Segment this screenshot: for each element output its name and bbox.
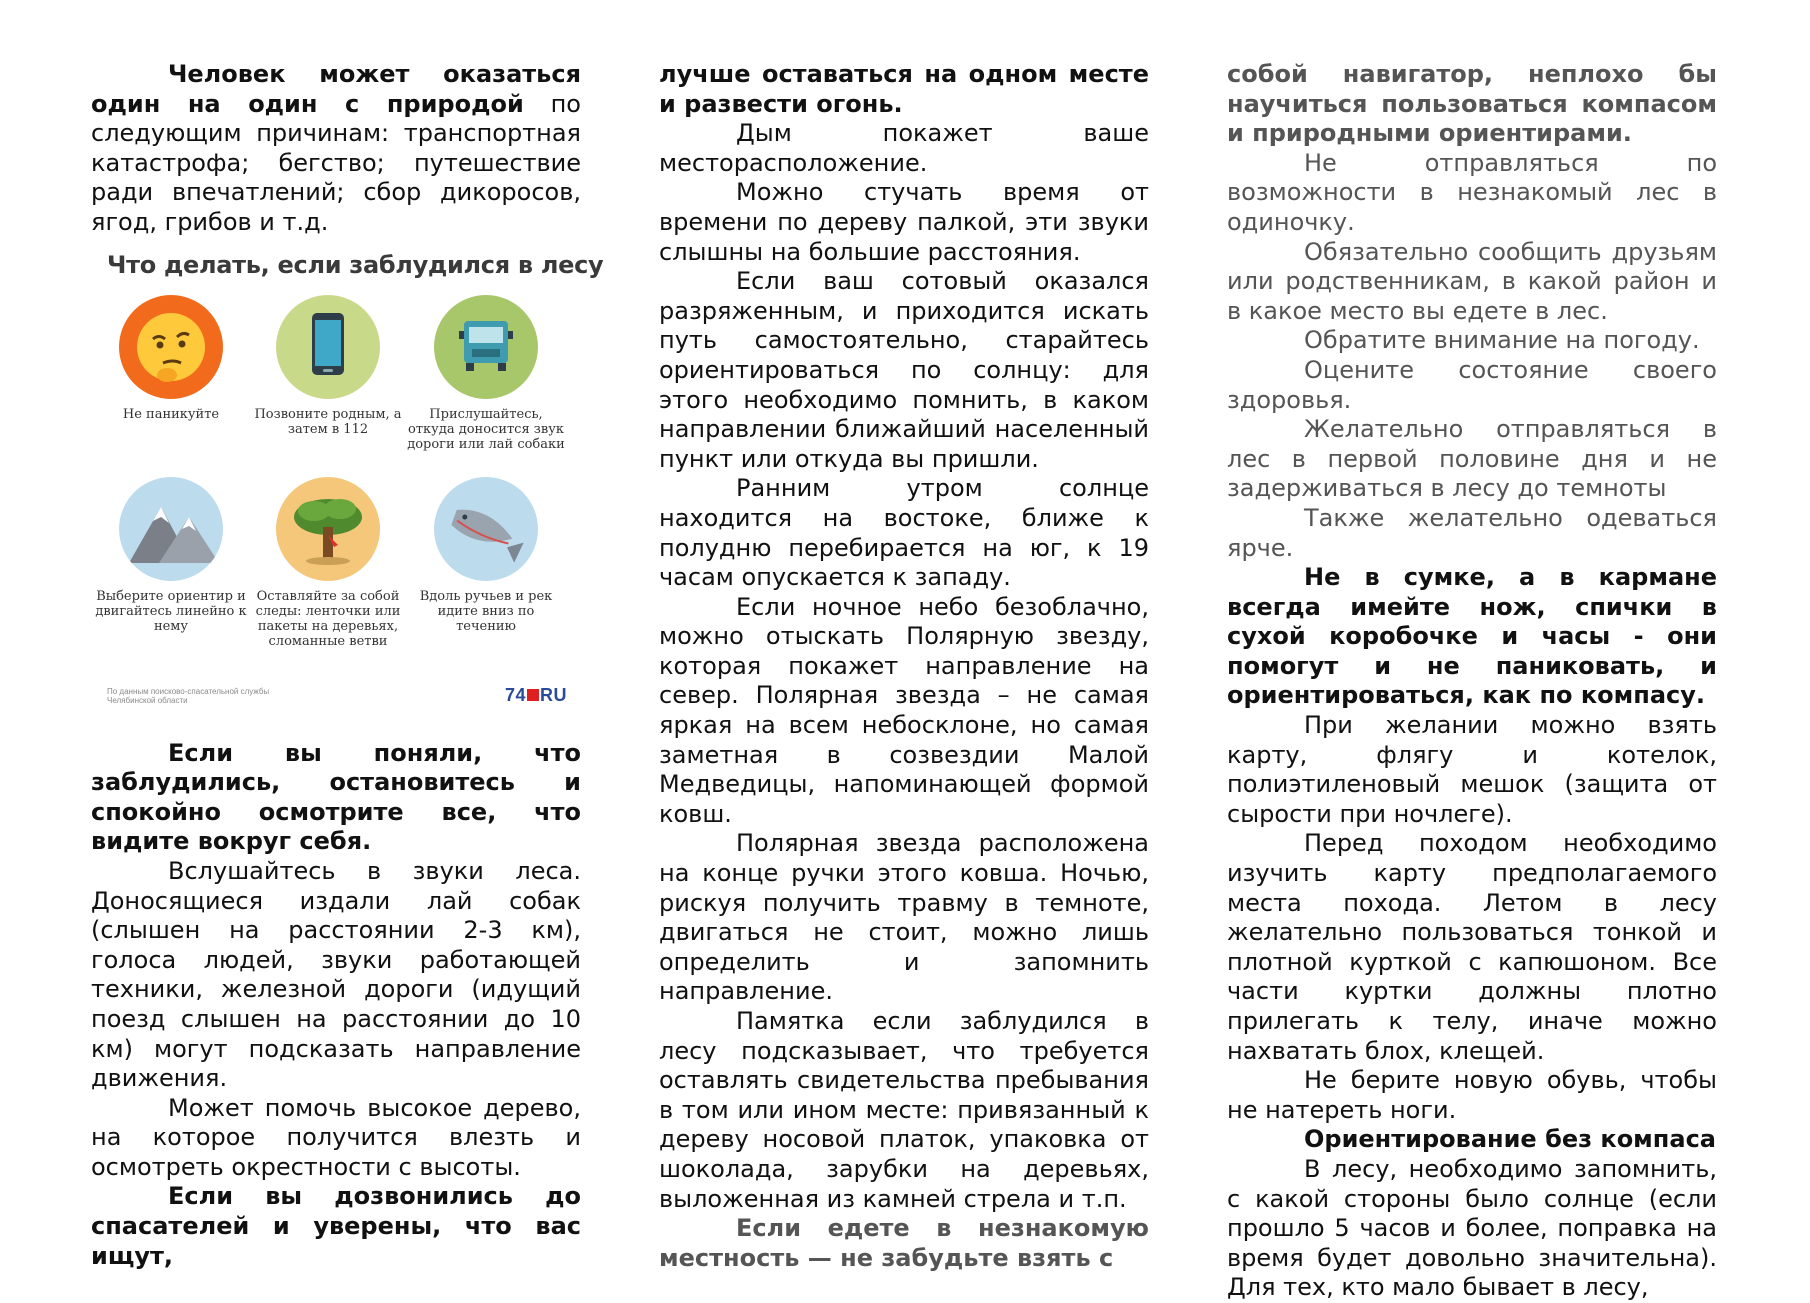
truck-icon bbox=[434, 295, 538, 399]
paragraph: Памятка если заблудился в лесу подсказывает, что требуется оставлять свидетельства пребывания в том или ином месте: привязанный к дереву носовой платок, упаковка от шоколада, зарубки на деревьях, выложенная из камней стрела и т.п. bbox=[659, 1007, 1149, 1213]
paragraph: Ранним утром солнце находится на востоке, ближе к полудню перебирается на юг, к 19 часам опускается к западу. bbox=[659, 474, 1149, 592]
smartphone-icon bbox=[276, 295, 380, 399]
paragraph: Также желательно одеваться ярче. bbox=[1227, 503, 1717, 562]
infographic-title: Что делать, если заблудился в лесу bbox=[107, 250, 604, 279]
paragraph: Перед походом необходимо изучить карту предполагаемого места похода. Летом в лесу желательно пользоваться тонкой и плотной курткой с капюшоном. Все части куртки должны плотно прилегать к телу, иначе можно нахватать блох, клещей. bbox=[1227, 829, 1717, 1065]
infographic-item-river: Вдоль ручьев и рек идите вниз по течению bbox=[406, 477, 566, 634]
paragraph: Если вы дозвонились до спасателей и уверены, что вас ищут, bbox=[91, 1182, 581, 1270]
paragraph: В лесу, необходимо запомнить, с какой стороны было солнце (если прошло 5 часов и более, поправка на время будет довольно значительна). Для тех, кто мало бывает в лесу, bbox=[1227, 1154, 1717, 1302]
paragraph: При желании можно взять карту, флягу и котелок, полиэтиленовый мешок (защита от сырости при ночлеге). bbox=[1227, 711, 1717, 828]
paragraph: Желательно отправляться в лес в первой половине дня и не задерживаться в лесу до темноты bbox=[1227, 415, 1717, 503]
paragraph: Не отправляться по возможности в незнакомый лес в одиночку. bbox=[1227, 148, 1717, 236]
column-3 bbox=[1227, 60, 1717, 1303]
fish-icon bbox=[434, 477, 538, 581]
paragraph: Обязательно сообщить друзьям или родственникам, в какой район и в какое место вы едете в лес. bbox=[1227, 237, 1717, 325]
section-heading: Ориентирование без компаса bbox=[1304, 1125, 1716, 1154]
tree-ribbon-icon bbox=[276, 477, 380, 581]
column-2 bbox=[659, 60, 1149, 1273]
paragraph: Не берите новую обувь, чтобы не натереть ноги. bbox=[1227, 1066, 1717, 1124]
paragraph: Не в сумке, а в кармане всегда имейте нож, спички в сухой коробочке и часы - они помогут и не паниковать, и ориентироваться, как по компасу. bbox=[1227, 563, 1717, 710]
paragraph: Вслушайтесь в звуки леса. Доносящиеся издали лай собак (слышен на расстоянии 2-3 км), голоса людей, звуки работающей техники, железной дороги (идущий поезд слышен на расстоянии до 10 км) могут подсказать направление движения. bbox=[91, 856, 581, 1093]
paragraph: Если ваш сотовый оказался разряженным, и приходится искать путь самостоятельно, старайтесь ориентироваться по солнцу: для этого необходимо помнить, в каком направлении ближайший населенный пункт или откуда вы пришли. bbox=[659, 267, 1149, 473]
paragraph: Если вы поняли, что заблудились, остановитесь и спокойно осмотрите все, что видите вокруг себя. bbox=[91, 738, 581, 856]
paragraph: Если ночное небо безоблачно, можно отыскать Полярную звезду, которая покажет направление на север. Полярная звезда – не самая яркая на всем небосклоне, но самая заметная в созвездии Малой Медведицы, напоминающей формой ковш. bbox=[659, 592, 1149, 828]
paragraph: Дым покажет ваше месторасположение. bbox=[659, 119, 1149, 177]
infographic-item-call: Позвоните родным, а затем в 112 bbox=[248, 295, 408, 437]
infographic-item-listen: Прислушайтесь, откуда доносится звук дороги или лай собаки bbox=[406, 295, 566, 452]
thinking-emoji-icon bbox=[119, 295, 223, 399]
paragraph: Обратите внимание на погоду. bbox=[1304, 326, 1700, 355]
paragraph: Можно стучать время от времени по дереву палкой, эти звуки слышны на большие расстояния. bbox=[659, 178, 1149, 266]
paragraph: Если едете в незнакомую местность — не забудьте взять с bbox=[659, 1214, 1149, 1272]
infographic-item-dont-panic: Не паникуйте bbox=[91, 295, 251, 422]
infographic-item-landmark: Выберите ориентир и двигайтесь линейно к нему bbox=[91, 477, 251, 634]
infographic-item-traces: Оставляйте за собой следы: ленточки или пакеты на деревьях, сломанные ветви bbox=[248, 477, 408, 649]
paragraph: лучше оставаться на одном месте и развести огонь. bbox=[659, 60, 1149, 118]
paragraph: Полярная звезда расположена на конце ручки этого ковша. Ночью, рискуя получить травму в темноте, двигаться не стоит, можно лишь определить и запомнить направление. bbox=[659, 829, 1149, 1006]
column-1 bbox=[91, 60, 604, 1271]
paragraph: Оцените состояние своего здоровья. bbox=[1227, 355, 1717, 414]
paragraph: собой навигатор, неплохо бы научиться пользоваться компасом и природными ориентирами. bbox=[1227, 60, 1717, 148]
paragraph: Человек может оказаться один на один с природой по следующим причинам: транспортная катастрофа; бегство; путешествие ради впечатлений; сбор дикоросов, ягод, грибов и т.д. bbox=[91, 60, 581, 236]
mountains-icon bbox=[119, 477, 223, 581]
publisher-logo: 74 RU bbox=[504, 684, 567, 705]
infographic-source: По данным поисково-спасательной службы Челябинской области bbox=[107, 686, 270, 705]
infographic bbox=[91, 250, 604, 726]
paragraph: Может помочь высокое дерево, на которое получится влезть и осмотреть окрестности с высоты. bbox=[91, 1093, 581, 1181]
